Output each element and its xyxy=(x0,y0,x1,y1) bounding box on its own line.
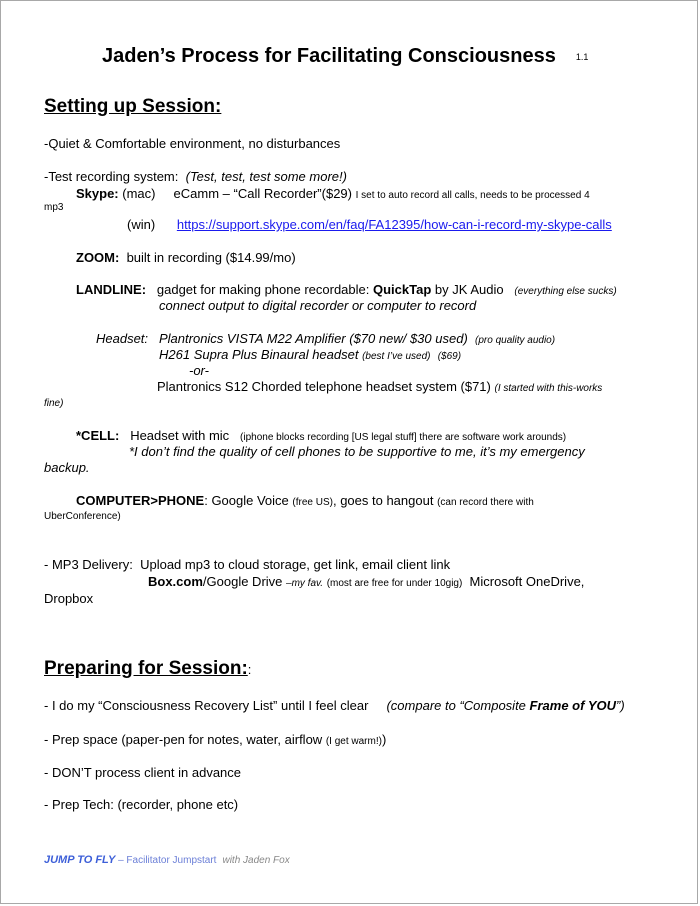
mp3-delivery-line: - MP3 Delivery: Upload mp3 to cloud storage, get link, email client link xyxy=(44,557,451,572)
cell-note: *I don’t find the quality of cell phones to be supportive to me, it’s my emergency xyxy=(129,444,585,459)
cell-note-wrap: backup. xyxy=(44,460,90,475)
prep-item-3: - DON’T process client in advance xyxy=(44,765,242,780)
skype-mac-wrap: mp3 xyxy=(44,202,64,213)
headset-label: Headset: xyxy=(96,331,149,346)
computer-phone-wrap: UberConference) xyxy=(44,511,121,522)
headset-line3-wrap: fine) xyxy=(44,398,64,409)
prep-item-2: - Prep space (paper-pen for notes, water, airflow (I get warm!)) xyxy=(44,732,387,747)
zoom-line: ZOOM: built in recording ($14.99/mo) xyxy=(76,250,296,265)
footer-brand: JUMP TO FLY xyxy=(44,854,116,866)
setup-test-line: -Test recording system: (Test, test, test some more!) xyxy=(44,169,347,184)
setup-quiet-line: -Quiet & Comfortable environment, no disturbances xyxy=(44,136,341,151)
headset-line1: Plantronics VISTA M22 Amplifier ($70 new/ $30 used) (pro quality audio) xyxy=(159,331,556,346)
cell-line: *CELL: Headset with mic (iphone blocks recording [US legal stuff] there are software work arounds) xyxy=(76,428,567,443)
landline-line2: connect output to digital recorder or computer to record xyxy=(159,298,477,313)
headset-line3: Plantronics S12 Chorded telephone headset system ($71) (I started with this-works xyxy=(157,379,603,394)
page-title: Jaden’s Process for Facilitating Consciousness 1.1 xyxy=(102,45,589,67)
version-number: 1.1 xyxy=(575,52,589,62)
headset-or: -or- xyxy=(189,363,209,378)
cloud-storage-line: Box.com/Google Drive –my fav. (most are free for under 10gig) Microsoft OneDrive, xyxy=(148,574,585,589)
landline-line: LANDLINE: gadget for making phone recordable: QuickTap by JK Audio (everything else sucks) xyxy=(76,282,617,297)
page-footer xyxy=(44,854,290,866)
dropbox-line: Dropbox xyxy=(44,591,94,606)
skype-win-line: (win) https://support.skype.com/en/faq/FA12395/how-can-i-record-my-skype-calls xyxy=(127,217,612,232)
section-heading-prep: Preparing for Session:: xyxy=(44,658,252,679)
skype-recording-link[interactable]: https://support.skype.com/en/faq/FA12395/how-can-i-record-my-skype-calls xyxy=(176,217,612,232)
prep-item-4: - Prep Tech: (recorder, phone etc) xyxy=(44,797,239,812)
footer-author: with Jaden Fox xyxy=(222,855,290,866)
skype-mac-line: Skype: (mac) eCamm – “Call Recorder”($29) I set to auto record all calls, needs to be processed 4 xyxy=(76,186,590,201)
headset-line2: H261 Supra Plus Binaural headset (best I’ve used) ($69) xyxy=(159,347,462,362)
computer-phone-line: COMPUTER>PHONE: Google Voice (free US), goes to hangout (can record there with xyxy=(76,493,534,508)
prep-item-1: - I do my “Consciousness Recovery List” until I feel clear (compare to “Composite Frame of YOU”) xyxy=(44,698,625,713)
section-heading-setup: Setting up Session: xyxy=(44,96,222,117)
footer-subtitle: – Facilitator Jumpstart xyxy=(118,855,217,866)
